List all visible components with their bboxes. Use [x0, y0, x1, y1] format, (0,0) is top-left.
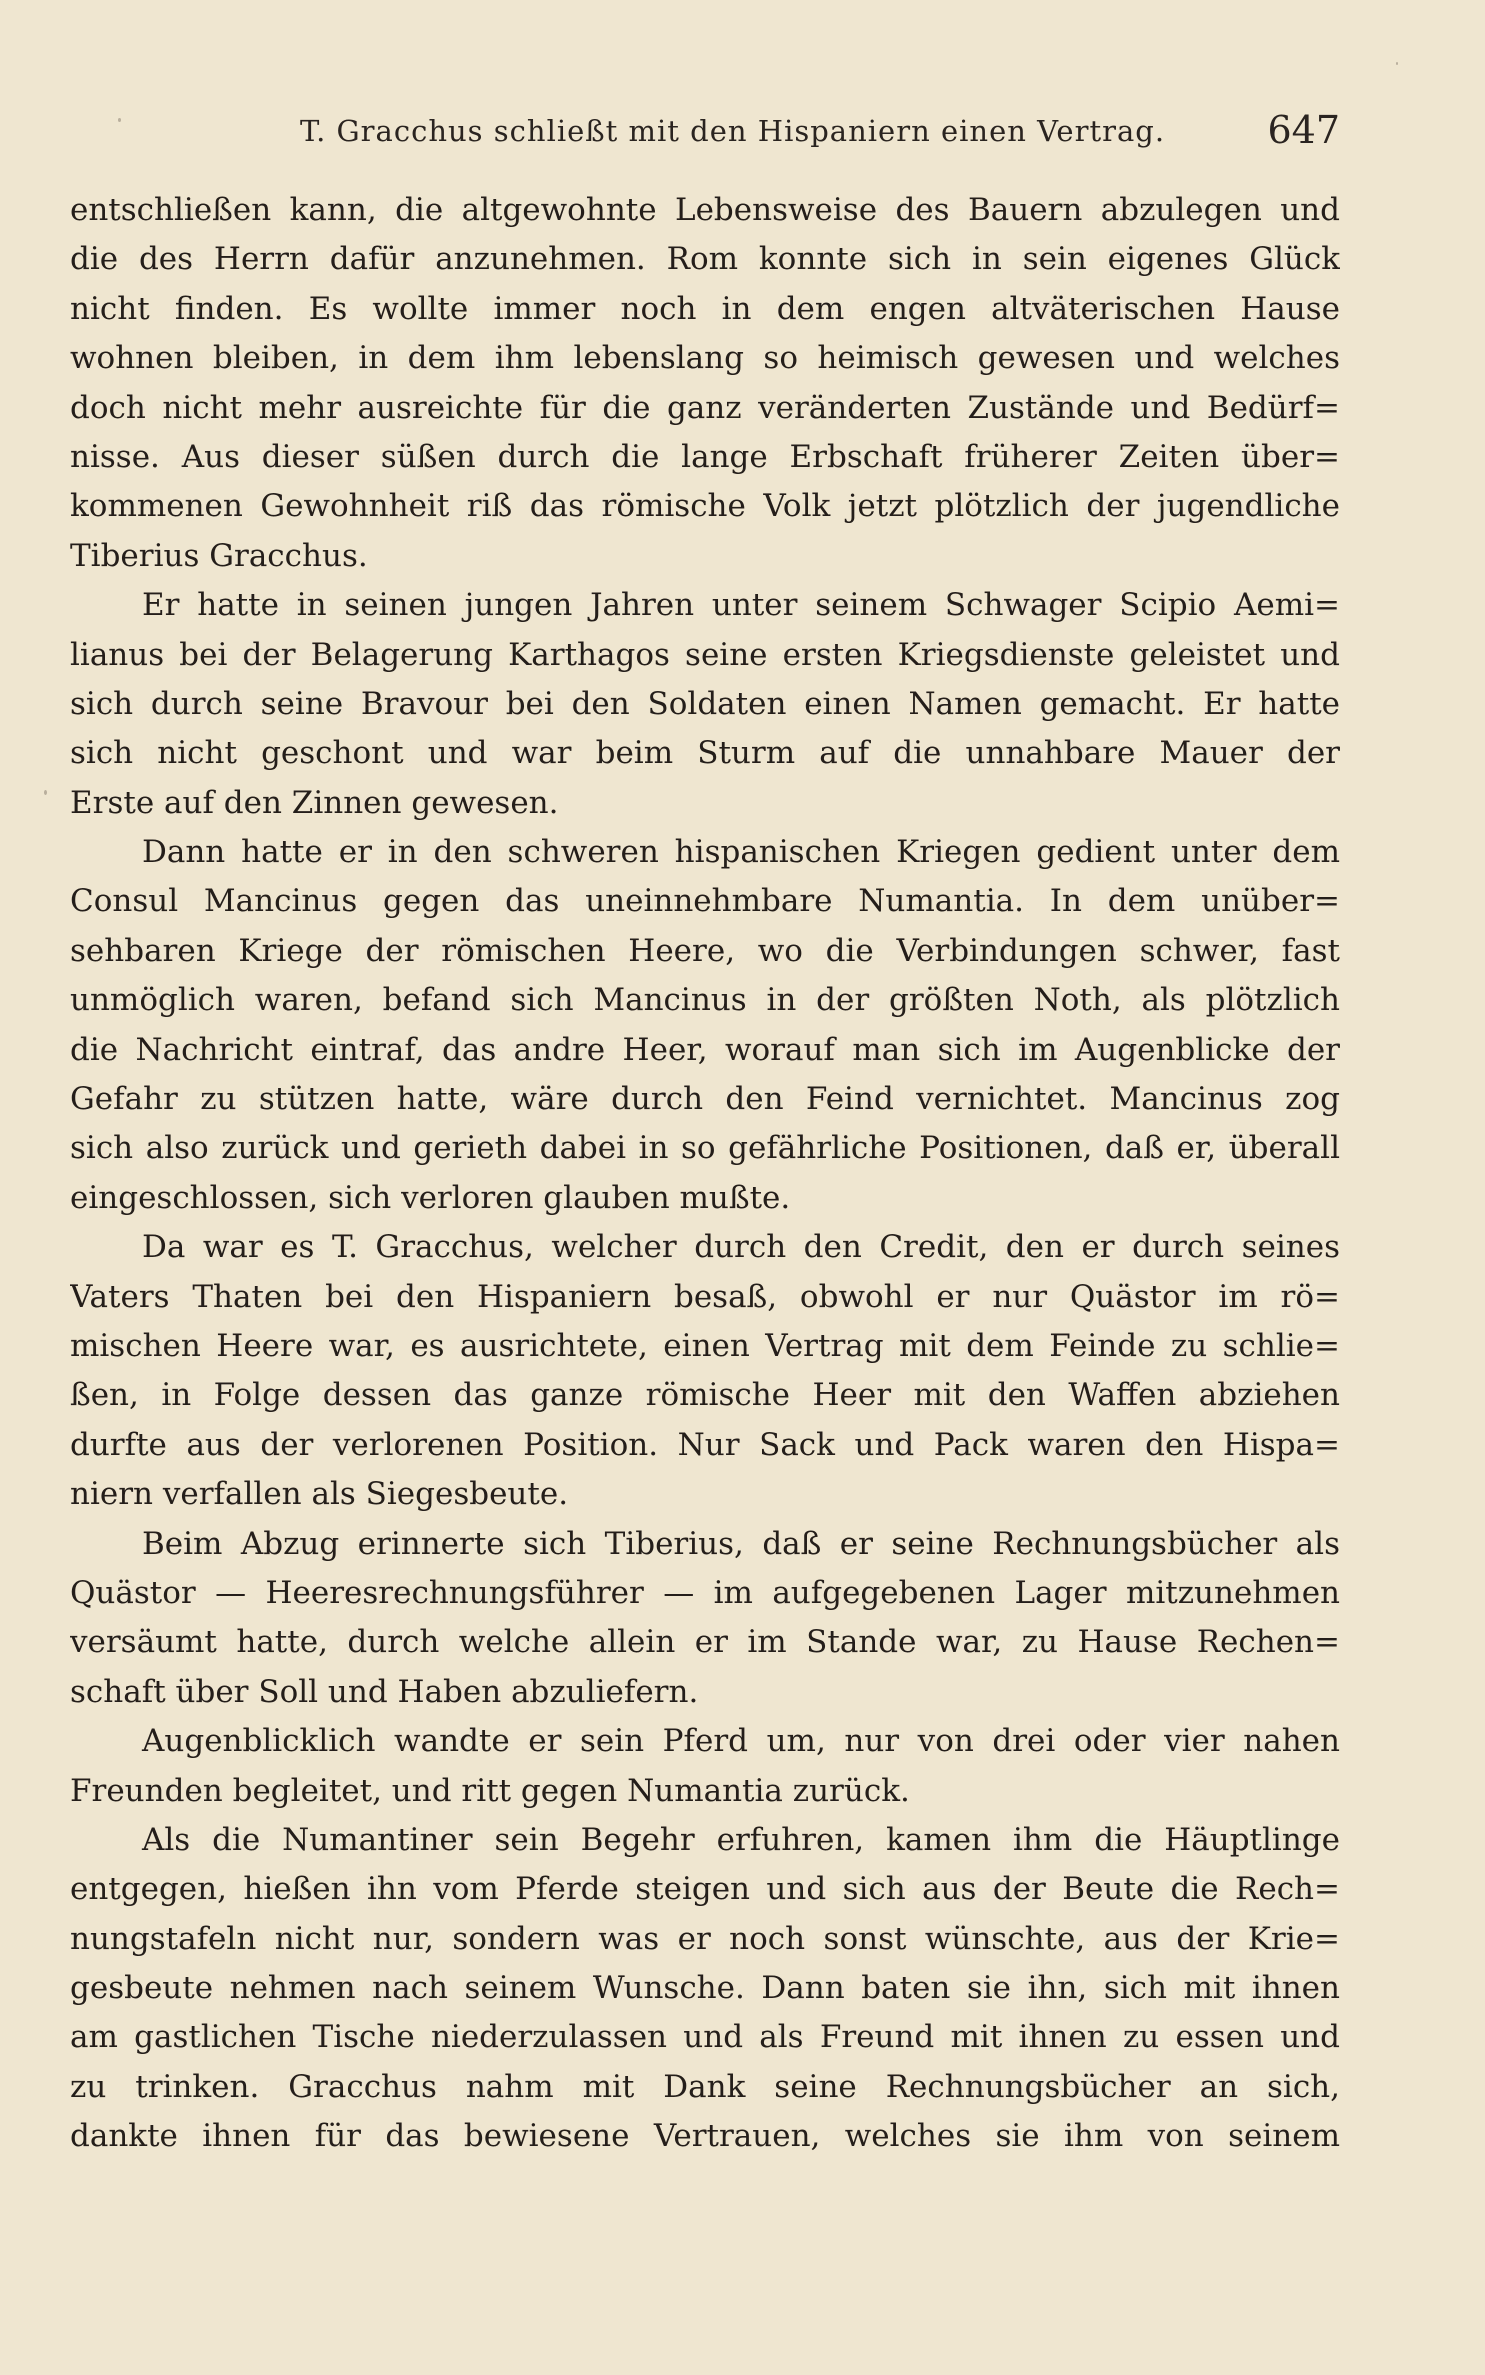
- text-line: niern verfallen als Siegesbeute.: [70, 1476, 569, 1513]
- text-line: sehbaren Kriege der römischen Heere, wo die Verbindungen schwer, fast: [70, 932, 1340, 969]
- text-line: eingeschlossen, sich verloren glauben mußte.: [70, 1179, 791, 1216]
- text-line: Vaters Thaten bei den Hispaniern besaß, obwohl er nur Quästor im rö=: [70, 1278, 1340, 1315]
- text-line: Freunden begleitet, und ritt gegen Numantia zurück.: [70, 1772, 910, 1809]
- paper-speck: [1396, 62, 1398, 65]
- text-line: Er hatte in seinen jungen Jahren unter seinem Schwager Scipio Aemi=: [142, 587, 1340, 624]
- text-line: nisse. Aus dieser süßen durch die lange Erbschaft früherer Zeiten über=: [70, 438, 1340, 475]
- text-line: zu trinken. Gracchus nahm mit Dank seine Rechnungsbücher an sich,: [70, 2068, 1340, 2105]
- text-line: sich nicht geschont und war beim Sturm auf die unnahbare Mauer der: [70, 735, 1340, 772]
- text-line: am gastlichen Tische niederzulassen und als Freund mit ihnen zu essen und: [70, 2019, 1340, 2056]
- text-line: Dann hatte er in den schweren hispanischen Kriegen gedient unter dem: [142, 834, 1340, 871]
- text-line: Augenblicklich wandte er sein Pferd um, nur von drei oder vier nahen: [142, 1723, 1340, 1760]
- body-text: [70, 186, 1340, 2162]
- text-line: durfte aus der verlorenen Position. Nur Sack und Pack waren den Hispa=: [70, 1426, 1340, 1463]
- text-line: Beim Abzug erinnerte sich Tiberius, daß er seine Rechnungsbücher als: [142, 1525, 1340, 1562]
- text-line: Tiberius Gracchus.: [70, 537, 368, 574]
- text-line: Da war es T. Gracchus, welcher durch den Credit, den er durch seines: [142, 1229, 1340, 1266]
- text-line: Als die Numantiner sein Begehr erfuhren, kamen ihm die Häuptlinge: [142, 1821, 1340, 1858]
- text-line: entschließen kann, die altgewohnte Lebensweise des Bauern abzulegen und: [70, 192, 1340, 228]
- text-line: Erste auf den Zinnen gewesen.: [70, 784, 559, 821]
- text-line: schaft über Soll und Haben abzuliefern.: [70, 1673, 699, 1710]
- text-line: die Nachricht eintraf, das andre Heer, worauf man sich im Augenblicke der: [70, 1031, 1340, 1068]
- text-line: dankte ihnen für das bewiesene Vertrauen, welches sie ihm von seinem: [70, 2118, 1340, 2155]
- text-line: Quästor — Heeresrechnungsführer — im aufgegebenen Lager mitzunehmen: [70, 1574, 1340, 1611]
- text-line: ßen, in Folge dessen das ganze römische Heer mit den Waffen abziehen: [70, 1377, 1340, 1414]
- page-number: 647: [1267, 108, 1340, 152]
- paper-speck: [118, 118, 121, 122]
- text-line: wohnen bleiben, in dem ihm lebenslang so heimisch gewesen und welches: [70, 340, 1340, 377]
- text-line: lianus bei der Belagerung Karthagos seine ersten Kriegsdienste geleistet und: [70, 636, 1340, 673]
- text-line: gesbeute nehmen nach seinem Wunsche. Dann baten sie ihn, sich mit ihnen: [70, 1970, 1340, 2007]
- text-line: die des Herrn dafür anzunehmen. Rom konnte sich in sein eigenes Glück: [70, 241, 1340, 278]
- running-title: T. Gracchus schließt mit den Hispaniern einen Vertrag.: [300, 114, 1166, 148]
- text-line: nungstafeln nicht nur, sondern was er noch sonst wünschte, aus der Krie=: [70, 1920, 1340, 1957]
- text-line: Gefahr zu stützen hatte, wäre durch den Feind vernichtet. Mancinus zog: [70, 1081, 1340, 1118]
- text-line: sich also zurück und gerieth dabei in so gefährliche Positionen, daß er, überall: [70, 1130, 1340, 1167]
- running-header: [70, 108, 1340, 168]
- text-line: nicht finden. Es wollte immer noch in dem engen altväterischen Hause: [70, 290, 1340, 327]
- text-line: unmöglich waren, befand sich Mancinus in der größten Noth, als plötzlich: [70, 982, 1340, 1019]
- text-line: doch nicht mehr ausreichte für die ganz veränderten Zustände und Bedürf=: [70, 389, 1340, 426]
- text-line: Consul Mancinus gegen das uneinnehmbare Numantia. In dem unüber=: [70, 883, 1340, 920]
- text-line: versäumt hatte, durch welche allein er im Stande war, zu Hause Rechen=: [70, 1624, 1340, 1661]
- text-line: sich durch seine Bravour bei den Soldaten einen Namen gemacht. Er hatte: [70, 685, 1340, 722]
- text-line: mischen Heere war, es ausrichtete, einen Vertrag mit dem Feinde zu schlie=: [70, 1327, 1340, 1364]
- paper-speck: [44, 790, 47, 795]
- text-line: kommenen Gewohnheit riß das römische Volk jetzt plötzlich der jugendliche: [70, 488, 1340, 525]
- text-line: entgegen, hießen ihn vom Pferde steigen und sich aus der Beute die Rech=: [70, 1871, 1340, 1908]
